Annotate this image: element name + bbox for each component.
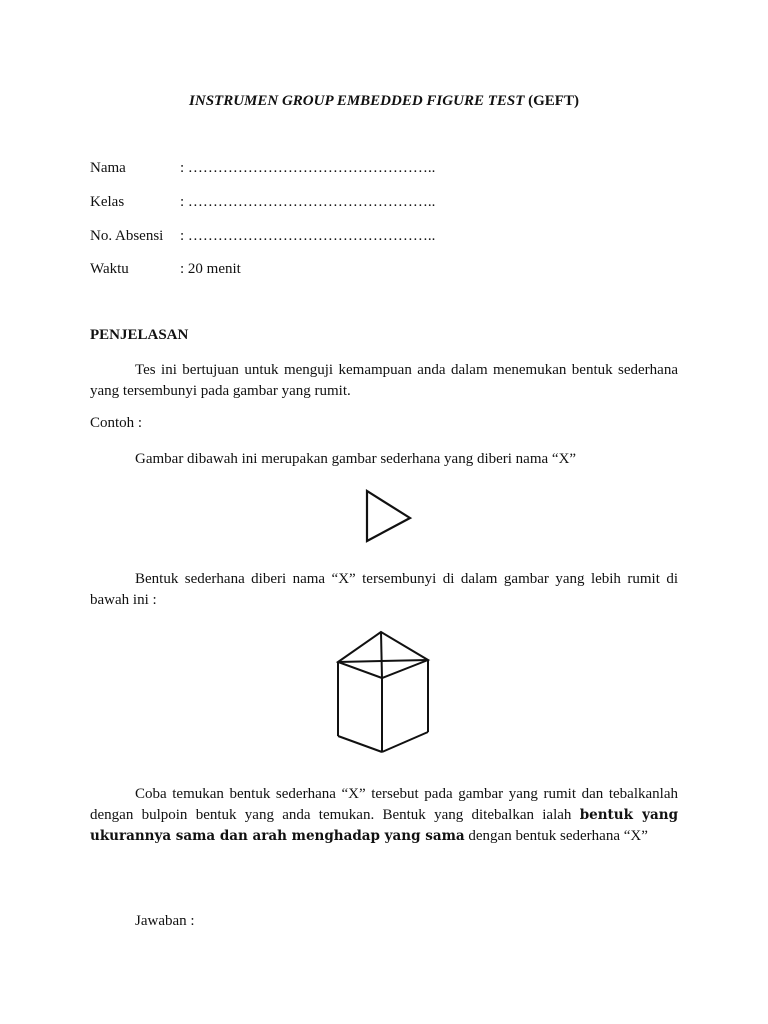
field-value-absensi: : …………………………………………..	[180, 228, 436, 244]
field-value-nama: : …………………………………………..	[180, 160, 436, 176]
field-label-nama: Nama	[90, 160, 126, 176]
instructions-emphasis: bentuk yang ukurannya sama dan arah menghadap yang sama	[90, 807, 679, 844]
title-italic: INSTRUMEN GROUP EMBEDDED FIGURE TEST	[189, 93, 525, 109]
field-value-waktu: : 20 menit	[180, 261, 241, 277]
simple-figure-x-triangle	[360, 486, 416, 546]
paragraph-hidden-figure: Bentuk sederhana diberi nama “X” tersembunyi di dalam gambar yang lebih rumit di bawah ini :	[90, 571, 678, 608]
title-suffix: (GEFT)	[524, 93, 579, 109]
instructions-text-a: Coba temukan bentuk sederhana “X” tersebut pada gambar yang rumit dan tebalkanlah dengan bulpoin bentuk yang anda temukan. Bentuk yang ditebalkan ialah	[90, 786, 678, 823]
example-label: Contoh :	[90, 415, 143, 431]
field-label-absensi: No. Absensi	[90, 228, 164, 244]
paragraph-instructions	[90, 784, 678, 847]
instructions-text-b: dengan bentuk sederhana “X”	[464, 828, 648, 844]
section-heading: PENJELASAN	[90, 327, 189, 343]
field-value-kelas: : …………………………………………..	[180, 194, 436, 210]
complex-figure-prism	[330, 626, 434, 758]
paragraph-intro: Tes ini bertujuan untuk menguji kemampuan anda dalam menemukan bentuk sederhana yang tersembunyi pada gambar yang rumit.	[90, 362, 678, 399]
field-label-kelas: Kelas	[90, 194, 125, 210]
answer-label: Jawaban :	[135, 913, 195, 929]
paragraph-simple-figure: Gambar dibawah ini merupakan gambar sederhana yang diberi nama “X”	[135, 451, 577, 467]
document-title	[0, 93, 768, 110]
field-label-waktu: Waktu	[90, 261, 129, 277]
